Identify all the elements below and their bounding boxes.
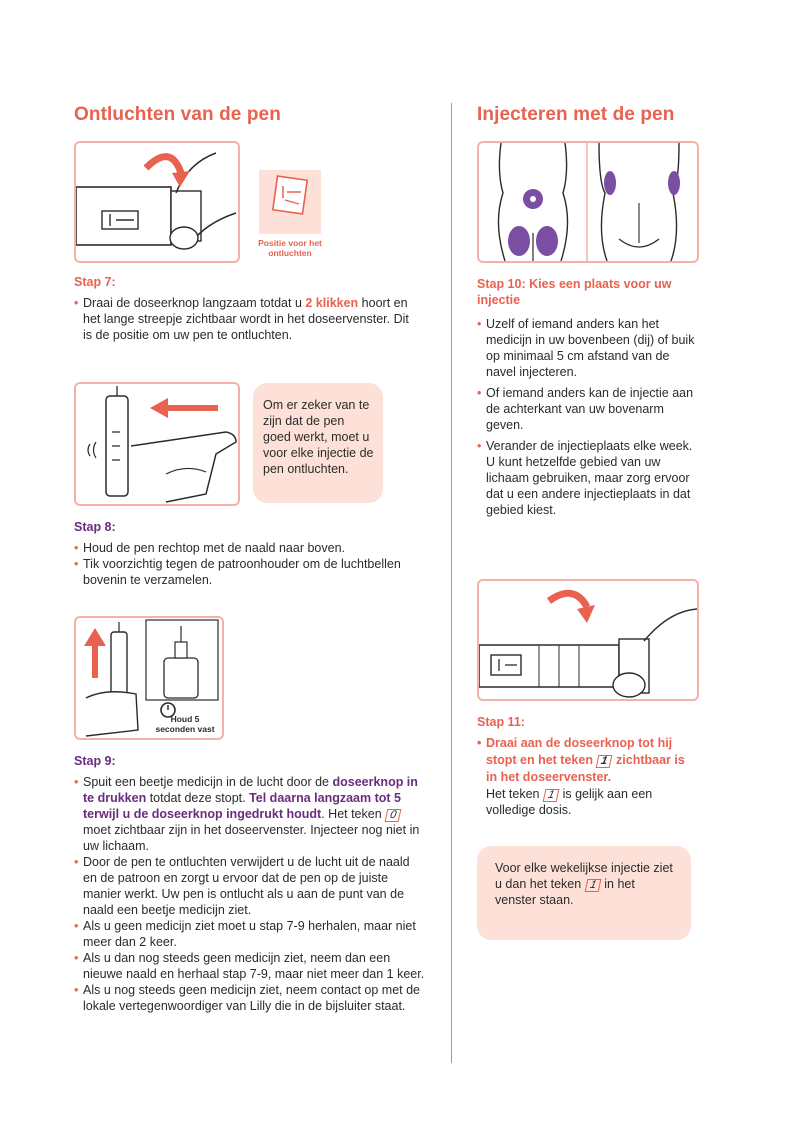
hold-pen-upright-illustration (74, 382, 240, 506)
list-item: • Of iemand anders kan de injectie aan de achterkant van uw bovenarm geven. (477, 385, 699, 433)
dose-sign-one: 1 (543, 789, 560, 802)
step-7-title: Stap 7: (74, 275, 116, 289)
step-9-list (74, 774, 426, 1014)
section-title-injecteren: Injecteren met de pen (477, 104, 675, 125)
list-item: • Draai aan de doseerknop tot hij stopt en het teken 1 zichtbaar is in het doseervenster. (477, 735, 699, 786)
list-item: • Draai de doseerknop langzaam totdat u 2 klikken hoort en het lange streepje zichtbaar wordt in het doseervenster. Dit is de positie om uw pen te ontluchten. (74, 295, 419, 343)
priming-reminder-callout: Om er zeker van te zijn dat de pen goed werkt, moet u voor elke injectie de pen ontluchten. (253, 383, 383, 503)
hold-five-seconds-caption: Houd 5 seconden vast (155, 714, 215, 734)
weekly-injection-callout: Voor elke wekelijkse injectie ziet u dan het teken 1 in het venster staan. (477, 846, 691, 940)
dose-sign-zero: 0 (385, 809, 402, 822)
step-8-list (74, 540, 404, 588)
priming-dial-illustration (74, 141, 240, 263)
step-7-list (74, 295, 419, 343)
dial-to-dose-illustration (477, 579, 699, 701)
step-10-title: Stap 10: Kies een plaats voor uw injectie (477, 277, 672, 307)
section-title-ontluchten: Ontluchten van de pen (74, 104, 281, 125)
list-item: • Uzelf of iemand anders kan het medicijn in uw bovenbeen (dij) of buik op minimaal 5 cm afstand van de navel injecteren. (477, 316, 699, 380)
dose-sign-one: 1 (596, 755, 613, 768)
step-11-title: Stap 11: (477, 715, 525, 729)
column-divider (451, 103, 452, 1063)
list-item: • Tik voorzichtig tegen de patroonhouder om de luchtbellen bovenin te verzamelen. (74, 556, 404, 588)
priming-position-icon (259, 170, 321, 234)
list-item: • Als u dan nog steeds geen medicijn ziet, neem dan een nieuwe naald en herhaal stap 7-9, maar niet meer dan 1 keer. (74, 950, 426, 982)
step-11-list (477, 735, 699, 786)
step-10-list (477, 316, 699, 523)
list-item: • Door de pen te ontluchten verwijdert u de lucht uit de naald en de patroon en zorgt u ervoor dat de pen op de juiste manier werkt. Uw pen is ontlucht als u aan de punt van de naald een beetje medicijn ziet. (74, 854, 426, 918)
injection-sites-illustration (477, 141, 699, 263)
list-item: • Als u geen medicijn ziet moet u stap 7-9 herhalen, maar niet meer dan 2 keer. (74, 918, 426, 950)
list-item: • Houd de pen rechtop met de naald naar boven. (74, 540, 404, 556)
list-item: • Spuit een beetje medicijn in de lucht door de doseerknop in te drukken totdat deze stopt. Tel daarna langzaam tot 5 terwijl u de doseerknop ingedrukt houdt. Het teken 0 moet zichtbaar zijn in het doseervenster. Injecteer nog niet in uw lichaam. (74, 774, 426, 854)
priming-position-caption: Positie voor het ontluchten (258, 238, 322, 258)
step-8-title: Stap 8: (74, 520, 116, 534)
list-item: • Als u nog steeds geen medicijn ziet, neem contact op met de lokale vertegenwoordiger van Lilly die in de bijsluiter staat. (74, 982, 426, 1014)
full-dose-note: Het teken 1 is gelijk aan een volledige dosis. (486, 787, 653, 817)
list-item: • Verander de injectieplaats elke week. U kunt hetzelfde gebied van uw lichaam gebruiken, maar zorg ervoor dat u een andere injectieplaats in dat gebied kiest. (477, 438, 699, 518)
step-9-title: Stap 9: (74, 754, 116, 768)
dose-sign-one: 1 (584, 879, 601, 892)
